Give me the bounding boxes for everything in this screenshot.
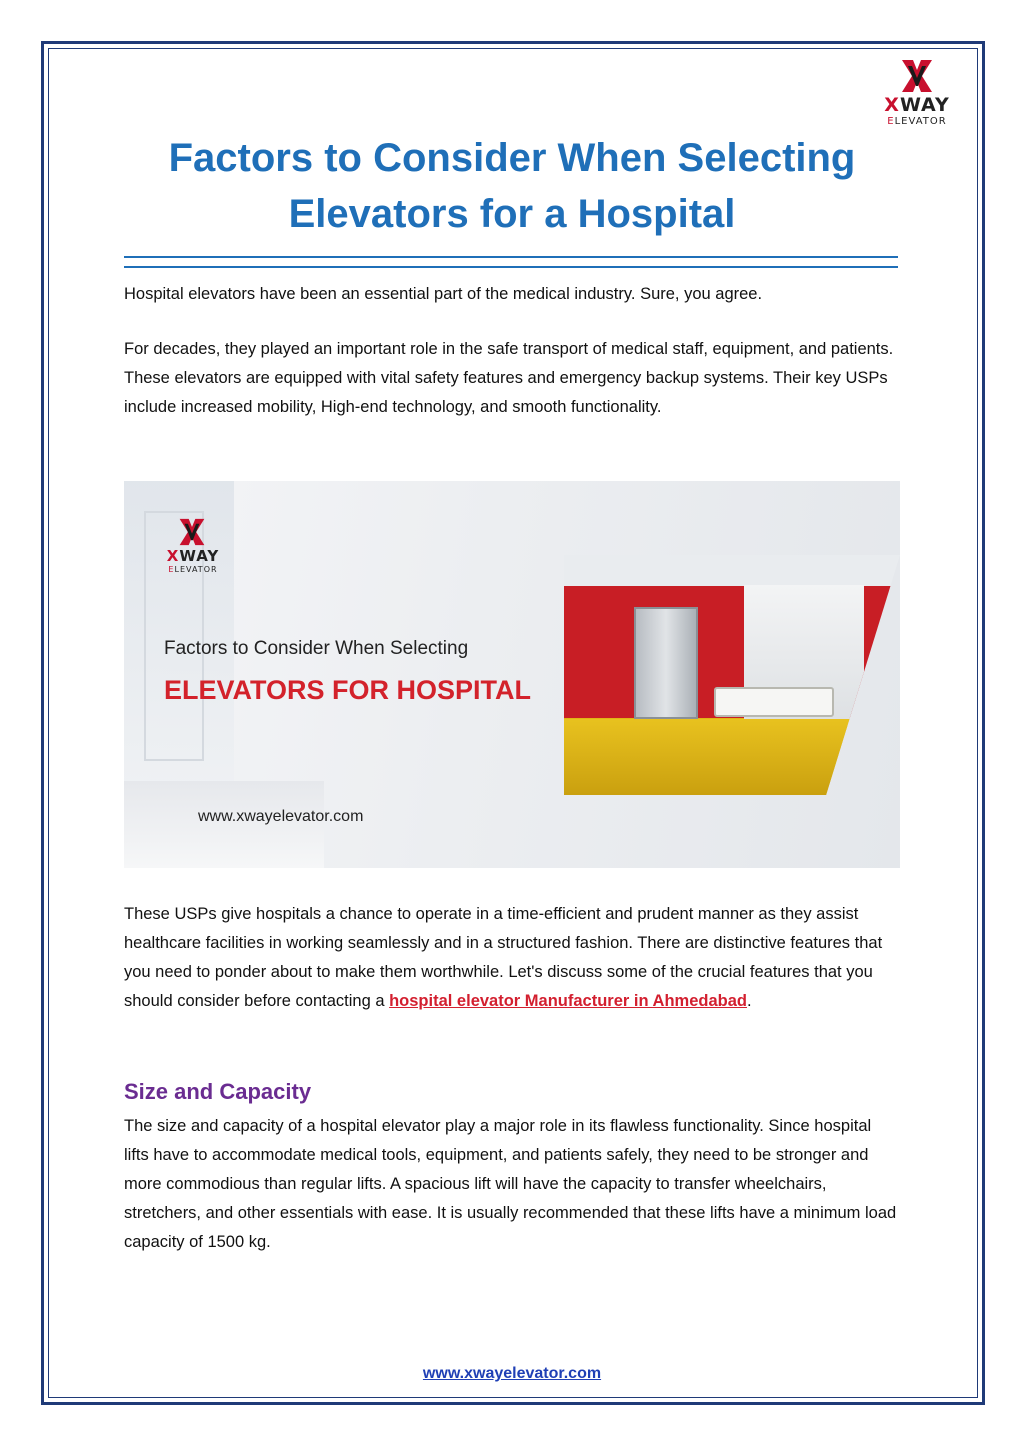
title-line-1: Factors to Consider When Selecting: [168, 136, 856, 180]
page-title: [100, 130, 924, 242]
usp-paragraph-end: .: [746, 992, 752, 1010]
hospital-bed: [714, 687, 834, 717]
logo-subword: ELEVATOR: [887, 116, 947, 127]
title-line-2: Elevators for a Hospital: [288, 192, 736, 236]
usp-paragraph-text: These USPs give hospitals a chance to operate in a time-efficient and prudent manner as they assist healthcare facilities in working seamlessly and in a structured fashion. There are distinctive features that you need to ponder about to make them worthwhile. Let's discuss some of the crucial features that you should consider before contacting a: [124, 905, 883, 1010]
banner-website-text: www.xwayelevator.com: [198, 808, 364, 825]
company-logo: [872, 56, 962, 126]
size-capacity-paragraph: The size and capacity of a hospital elevator play a major role in its flawless functionality. Since hospital lifts have to accommodate medical tools, equipment, and patients safely, they need to be stronger and more commodious than regular lifts. A spacious lift will have the capacity to transfer wheelchairs, stretchers, and other essentials with ease. It is usually recommended that these lifts have a minimum load capacity of 1500 kg.: [124, 1117, 897, 1251]
banner-logo-wordmark: XWAY: [166, 547, 220, 565]
logo-wordmark: XWAY: [884, 94, 950, 116]
photo-floor: [564, 719, 900, 795]
elevator-door: [634, 607, 698, 719]
intro-paragraph: Hospital elevators have been an essential part of the medical industry. Sure, you agree.: [124, 285, 763, 303]
section-heading-size-capacity: Size and Capacity: [124, 1079, 312, 1104]
banner-logo-subword: ELEVATOR: [168, 565, 218, 574]
usp-paragraph: [124, 900, 900, 1016]
banner-subtitle: Factors to Consider When Selecting: [164, 638, 469, 659]
history-paragraph: For decades, they played an important role in the safe transport of medical staff, equipment, and patients. These elevators are equipped with vital safety features and emergency backup systems. Their key USPs include increased mobility, High-end technology, and smooth functionality.: [124, 340, 894, 416]
title-divider: [124, 256, 898, 268]
banner-xway-logo-icon: [178, 517, 206, 547]
banner-logo: [158, 517, 228, 577]
xway-logo-icon: [900, 58, 934, 94]
feature-banner-image: [124, 481, 900, 868]
elevator-photo: [564, 555, 900, 795]
banner-headline: ELEVATORS FOR HOSPITAL: [164, 675, 532, 705]
footer-website-link[interactable]: www.xwayelevator.com: [422, 1365, 602, 1382]
manufacturer-link[interactable]: hospital elevator Manufacturer in Ahmedabad: [389, 992, 747, 1010]
